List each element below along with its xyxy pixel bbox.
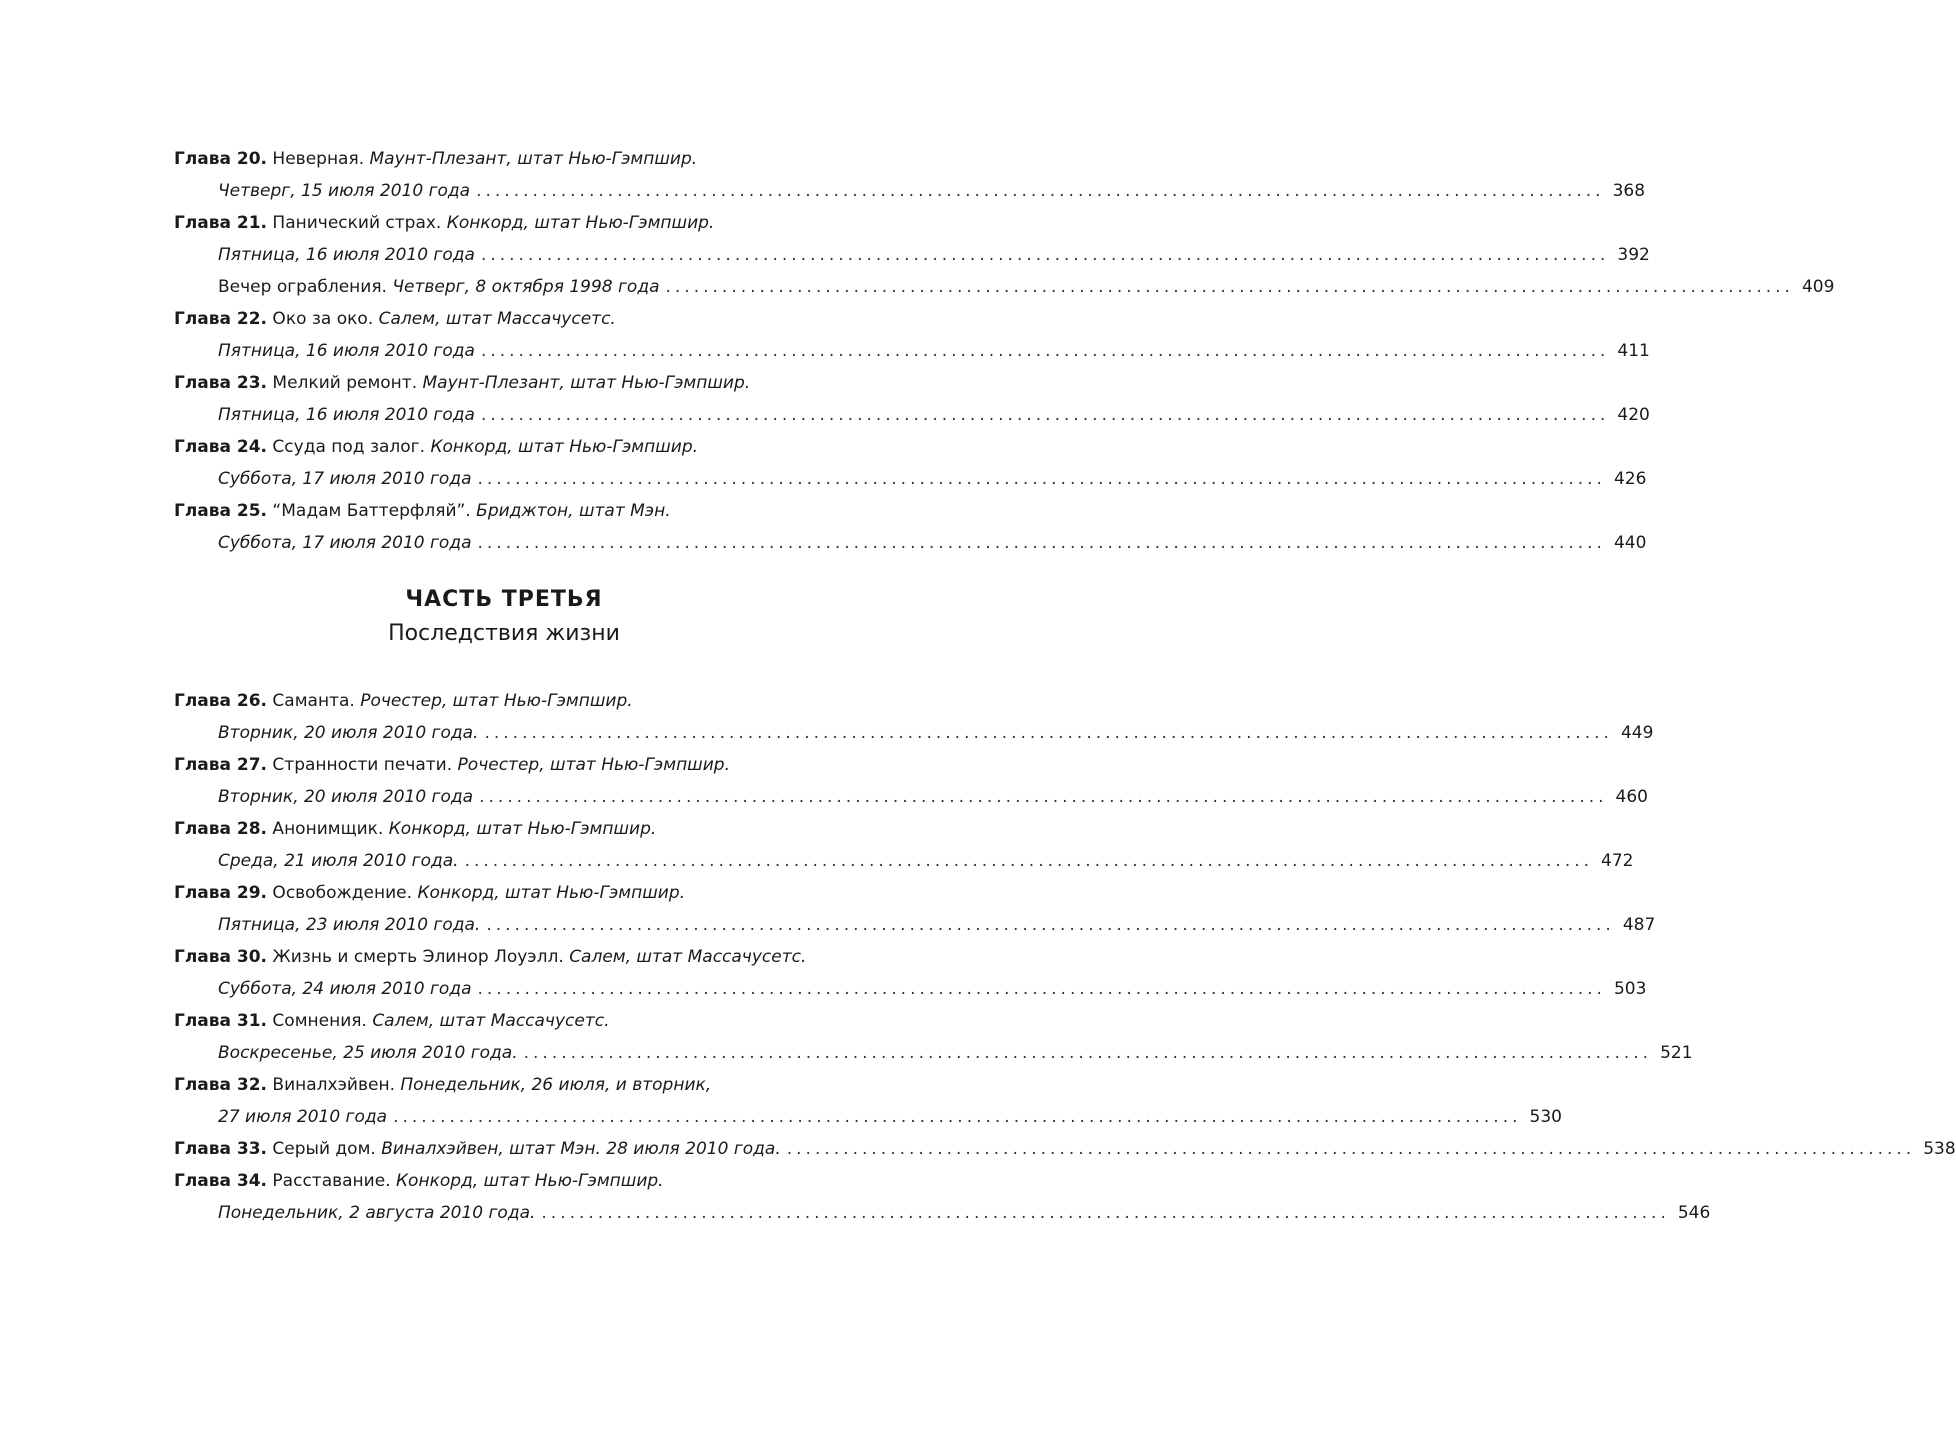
- chapter-place: Салем, штат Массачусетс.: [378, 309, 616, 329]
- chapter-heading-text: [174, 1133, 781, 1165]
- toc-chapter-heading[interactable]: [174, 1069, 830, 1101]
- leader-dots: ........................................................................................................................: [477, 469, 1606, 489]
- page-number: 530: [1529, 1107, 1562, 1127]
- toc-section-part-two-end: [174, 143, 1835, 559]
- chapter-number: Глава 32.: [174, 1075, 268, 1095]
- chapter-date: Суббота, 17 июля 2010 года: [218, 469, 472, 489]
- toc-chapter-heading[interactable]: [174, 207, 830, 239]
- chapter-title: Сомнения.: [267, 1011, 373, 1031]
- leader-dots: ........................................................................................................................: [484, 723, 1613, 743]
- toc-chapter-heading[interactable]: [174, 877, 830, 909]
- chapter-title: Ссуда под залог.: [267, 437, 431, 457]
- leader-dots: ........................................................................................................................: [477, 979, 1606, 999]
- toc-chapter-date-line[interactable]: [174, 1037, 1693, 1069]
- leader-dots: ........................................................................................................................: [523, 1043, 1653, 1063]
- leader-dots: ........................................................................................................................: [464, 851, 1594, 871]
- page-number: 420: [1617, 405, 1650, 425]
- toc-chapter-date-line[interactable]: [174, 845, 1634, 877]
- toc-chapter-heading[interactable]: [174, 367, 830, 399]
- leader-dots: ........................................................................................................................: [476, 181, 1605, 201]
- chapter-date: Вторник, 20 июля 2010 года: [218, 787, 474, 807]
- chapter-place: Салем, штат Массачусетс.: [569, 947, 807, 967]
- chapter-date: Четверг, 15 июля 2010 года: [218, 181, 471, 201]
- chapter-number: Глава 20.: [174, 149, 268, 169]
- chapter-date: Среда, 21 июля 2010 года.: [218, 851, 459, 871]
- leader-dots: ........................................................................................................................: [480, 245, 1610, 265]
- page-number: 426: [1613, 469, 1647, 489]
- chapter-date: Воскресенье, 25 июля 2010 года.: [218, 1043, 518, 1063]
- leader-dots: ........................................................................................................................: [541, 1203, 1670, 1223]
- chapter-number: Глава 21.: [174, 213, 268, 233]
- toc-subentry[interactable]: [174, 271, 1835, 303]
- chapter-title: “Мадам Баттерфляй”.: [267, 501, 477, 521]
- chapter-place: Салем, штат Массачусетс.: [372, 1011, 610, 1031]
- chapter-title: Саманта.: [267, 691, 361, 711]
- chapter-place: Рочестер, штат Нью-Гэмпшир.: [360, 691, 633, 711]
- toc-chapter-date-line[interactable]: [174, 399, 1650, 431]
- chapter-place: Рочестер, штат Нью-Гэмпшир.: [457, 755, 730, 775]
- chapter-number: Глава 22.: [174, 309, 268, 329]
- chapter-date: Пятница, 16 июля 2010 года: [218, 405, 475, 425]
- chapter-place: Понедельник, 26 июля, и вторник,: [400, 1075, 712, 1095]
- chapter-title: Расставание.: [267, 1171, 396, 1191]
- chapter-place: Виналхэйвен, штат Мэн. 28 июля 2010 года.: [381, 1139, 781, 1159]
- chapter-place: Конкорд, штат Нью-Гэмпшир.: [446, 213, 715, 233]
- chapter-title: Анонимщик.: [267, 819, 389, 839]
- page-number: 538: [1923, 1139, 1956, 1159]
- subentry-title: Вечер ограбления.: [218, 277, 393, 297]
- chapter-place: Конкорд, штат Нью-Гэмпшир.: [430, 437, 699, 457]
- chapter-number: Глава 34.: [174, 1171, 268, 1191]
- chapter-place: Конкорд, штат Нью-Гэмпшир.: [417, 883, 686, 903]
- chapter-place: Маунт-Плезант, штат Нью-Гэмпшир.: [369, 149, 698, 169]
- chapter-title: Странности печати.: [267, 755, 458, 775]
- page-number: 487: [1622, 915, 1656, 935]
- chapter-number: Глава 25.: [174, 501, 268, 521]
- chapter-place: Конкорд, штат Нью-Гэмпшир.: [388, 819, 657, 839]
- toc-chapter-heading[interactable]: [174, 1005, 830, 1037]
- chapter-place: Бриджтон, штат Мэн.: [476, 501, 671, 521]
- chapter-number: Глава 28.: [174, 819, 268, 839]
- chapter-title: Мелкий ремонт.: [267, 373, 423, 393]
- chapter-title: Око за око.: [267, 309, 379, 329]
- toc-chapter-heading[interactable]: [174, 303, 830, 335]
- chapter-title: Жизнь и смерть Элинор Лоуэлл.: [267, 947, 570, 967]
- chapter-number: Глава 31.: [174, 1011, 268, 1031]
- toc-chapter-date-line[interactable]: [174, 717, 1654, 749]
- chapter-number: Глава 30.: [174, 947, 268, 967]
- leader-dots: ........................................................................................................................: [393, 1107, 1522, 1127]
- subentry-text: [218, 271, 660, 303]
- chapter-number: Глава 33.: [174, 1139, 268, 1159]
- chapter-title: Виналхэйвен.: [267, 1075, 401, 1095]
- toc-chapter-date-line[interactable]: [174, 335, 1650, 367]
- chapter-date: Пятница, 16 июля 2010 года: [218, 245, 475, 265]
- page-number: 521: [1660, 1043, 1693, 1063]
- toc-chapter-date-line[interactable]: [174, 239, 1650, 271]
- toc-chapter-heading[interactable]: [174, 495, 830, 527]
- toc-chapter-date-line[interactable]: [174, 527, 1647, 559]
- toc-chapter-heading[interactable]: [174, 1165, 830, 1197]
- part-three-subtitle: Последствия жизни: [388, 621, 620, 646]
- page-number: 546: [1677, 1203, 1711, 1223]
- chapter-date: Вторник, 20 июля 2010 года.: [218, 723, 479, 743]
- toc-chapter-date-line[interactable]: [174, 1101, 1562, 1133]
- chapter-date: Пятница, 16 июля 2010 года: [218, 341, 475, 361]
- leader-dots: ........................................................................................................................: [479, 787, 1608, 807]
- chapter-number: Глава 27.: [174, 755, 268, 775]
- toc-chapter-date-line[interactable]: [174, 175, 1646, 207]
- page-number: 449: [1620, 723, 1654, 743]
- chapter-place: Маунт-Плезант, штат Нью-Гэмпшир.: [422, 373, 751, 393]
- chapter-date: Суббота, 17 июля 2010 года: [218, 533, 472, 553]
- toc-chapter-date-line[interactable]: [174, 1197, 1711, 1229]
- chapter-date: 27 июля 2010 года: [218, 1107, 388, 1127]
- toc-chapter-heading[interactable]: [174, 685, 830, 717]
- page-number: 440: [1613, 533, 1647, 553]
- chapter-title: Серый дом.: [267, 1139, 382, 1159]
- toc-chapter-date-line[interactable]: [174, 973, 1647, 1005]
- leader-dots: ........................................................................................................................: [486, 915, 1615, 935]
- toc-chapter-heading[interactable]: [174, 431, 830, 463]
- chapter-number: Глава 26.: [174, 691, 268, 711]
- toc-chapter-heading[interactable]: [174, 941, 830, 973]
- chapter-number: Глава 29.: [174, 883, 268, 903]
- chapter-title: Неверная.: [267, 149, 370, 169]
- toc-chapter-date-line[interactable]: [174, 781, 1648, 813]
- page-number: 460: [1615, 787, 1648, 807]
- chapter-number: Глава 23.: [174, 373, 268, 393]
- toc-section-part-three: [174, 685, 1956, 1229]
- chapter-title: Освобождение.: [267, 883, 418, 903]
- page-number: 368: [1612, 181, 1646, 201]
- chapter-number: Глава 24.: [174, 437, 268, 457]
- leader-dots: ........................................................................................................................: [480, 405, 1610, 425]
- page-number: 411: [1617, 341, 1650, 361]
- part-three-heading: ЧАСТЬ ТРЕТЬЯ: [405, 587, 603, 612]
- leader-dots: ........................................................................................................................: [665, 277, 1794, 297]
- chapter-date: Суббота, 24 июля 2010 года: [218, 979, 472, 999]
- toc-chapter-heading[interactable]: [174, 749, 830, 781]
- toc-chapter-heading[interactable]: [174, 1133, 1956, 1165]
- toc-chapter-date-line[interactable]: [174, 909, 1656, 941]
- toc-chapter-date-line[interactable]: [174, 463, 1647, 495]
- leader-dots: ........................................................................................................................: [480, 341, 1610, 361]
- page-number: 472: [1601, 851, 1634, 871]
- chapter-title: Панический страх.: [267, 213, 447, 233]
- toc-chapter-heading[interactable]: [174, 813, 830, 845]
- page-number: 409: [1801, 277, 1835, 297]
- chapter-date: Пятница, 23 июля 2010 года.: [218, 915, 481, 935]
- page-number: 392: [1617, 245, 1650, 265]
- subentry-date: Четверг, 8 октября 1998 года: [392, 277, 660, 297]
- chapter-place: Конкорд, штат Нью-Гэмпшир.: [395, 1171, 664, 1191]
- chapter-date: Понедельник, 2 августа 2010 года.: [218, 1203, 536, 1223]
- leader-dots: ........................................................................................................................: [786, 1139, 1916, 1159]
- page-number: 503: [1613, 979, 1647, 999]
- leader-dots: ........................................................................................................................: [477, 533, 1606, 553]
- toc-chapter-heading[interactable]: [174, 143, 830, 175]
